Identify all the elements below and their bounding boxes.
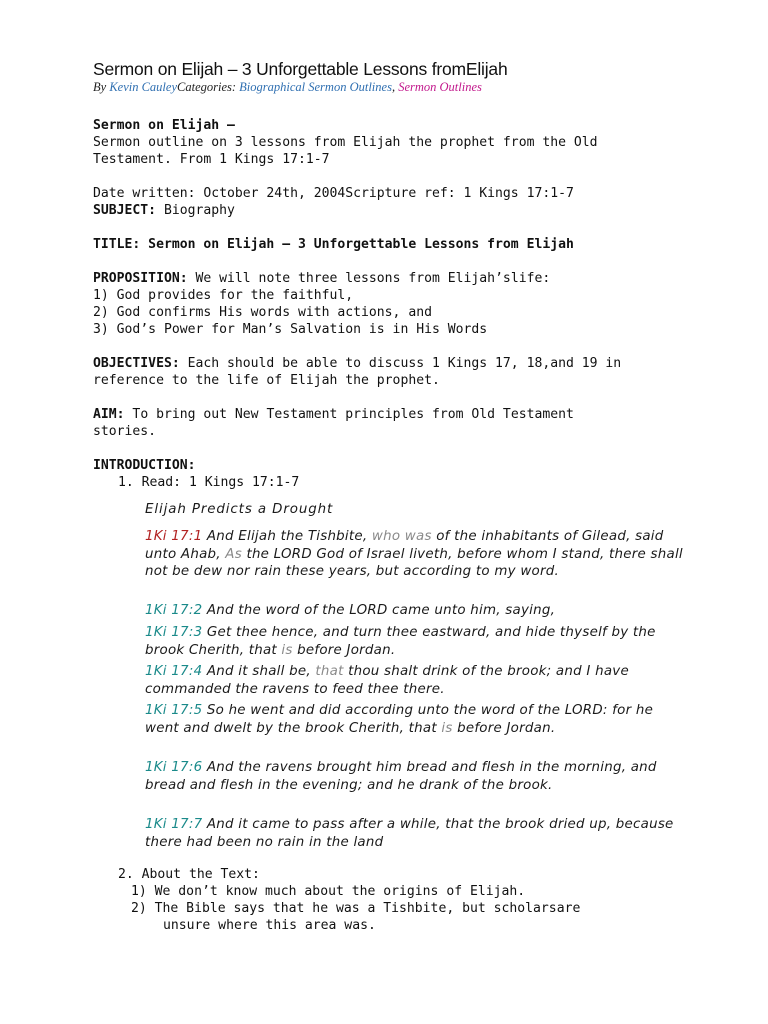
- introduction-label: INTRODUCTION:: [93, 458, 196, 473]
- objectives-label: OBJECTIVES:: [93, 356, 180, 371]
- aim-value: To bring out New Testament principles from Old Testament: [124, 407, 574, 422]
- summary-line-2: Testament. From 1 Kings 17:1-7: [93, 152, 330, 167]
- category-link-sermon-outlines[interactable]: Sermon Outlines: [398, 80, 482, 94]
- intro-item-1: 1. Read: 1 Kings 17:1-7: [118, 475, 300, 490]
- subject-label: SUBJECT:: [93, 203, 157, 218]
- verse-6: [145, 759, 685, 794]
- verse-text: the LORD God of Israel liveth, before whom I stand, there shall not be dew nor rain these years, but according to my word.: [145, 546, 683, 580]
- aim-line-1: [93, 406, 693, 423]
- proposition-item-1: 1) God provides for the faithful,: [93, 288, 354, 303]
- proposition-item-3: 3) God’s Power for Man’s Salvation is in His Words: [93, 322, 488, 337]
- verse-5: [145, 702, 685, 737]
- verse-ref-5[interactable]: 1Ki 17:5: [145, 703, 203, 718]
- verse-text: And the ravens brought him bread and flesh in the morning, and bread and flesh in the evening; and he drank of the brook.: [145, 760, 657, 793]
- verse-text: And Elijah the Tishbite,: [202, 529, 372, 544]
- verse-ref-6[interactable]: 1Ki 17:6: [145, 760, 203, 775]
- verse-text: And it came to pass after a while, that the brook dried up, because there had been no rain in the land: [145, 817, 674, 850]
- about-text-item-2-cont: unsure where this area was.: [163, 918, 376, 933]
- verse-ref-1[interactable]: 1Ki 17:1: [145, 529, 203, 544]
- proposition-line: [93, 270, 693, 287]
- categories-label: Categories:: [177, 80, 237, 94]
- proposition-item-2: 2) God confirms His words with actions, and: [93, 305, 432, 320]
- objectives-line-2: reference to the life of Elijah the prophet.: [93, 373, 440, 388]
- verse-7: [145, 816, 685, 851]
- proposition-label: PROPOSITION:: [93, 271, 188, 286]
- verse-supplied-word: that: [315, 664, 344, 679]
- objectives-value: Each should be able to discuss 1 Kings 17, 18,and 19 in: [179, 356, 622, 371]
- page-title: Sermon on Elijah – 3 Unforgettable Lessons fromElijah: [93, 59, 508, 79]
- date-line: Date written: October 24th, 2004Scripture ref: 1 Kings 17:1-7: [93, 186, 574, 201]
- verse-ref-4[interactable]: 1Ki 17:4: [145, 664, 203, 679]
- by-label: By: [93, 80, 107, 94]
- summary-line-1: Sermon outline on 3 lessons from Elijah the prophet from the Old: [93, 135, 598, 150]
- verse-supplied-word: who was: [371, 529, 432, 544]
- title-line: TITLE: Sermon on Elijah – 3 Unforgettable Lessons from Elijah: [93, 237, 574, 252]
- verse-text: So he went and did according unto the word of the LORD: for he went and dwelt by the brook Cherith, that: [145, 703, 654, 736]
- proposition-value: We will note three lessons from Elijah’slife:: [187, 271, 551, 286]
- about-text-item-2: 2) The Bible says that he was a Tishbite, but scholarsare: [131, 901, 581, 916]
- verse-text: thou shalt drink of the brook; and I have commanded the ravens to feed thee there.: [145, 664, 629, 697]
- subject-line: [93, 202, 693, 219]
- section-heading: Sermon on Elijah –: [93, 118, 235, 133]
- category-separator: ,: [391, 80, 396, 94]
- aim-line-2: stories.: [93, 424, 157, 439]
- author-link[interactable]: Kevin Cauley: [109, 80, 178, 94]
- verse-ref-7[interactable]: 1Ki 17:7: [145, 817, 203, 832]
- verse-3: [145, 624, 685, 659]
- verse-text: of the inhabitants of Gilead, said unto Ahab,: [145, 529, 664, 562]
- scripture-heading: Elijah Predicts a Drought: [145, 502, 334, 517]
- verse-supplied-word: is: [281, 642, 293, 658]
- verse-2: [145, 602, 685, 620]
- verse-ref-2[interactable]: 1Ki 17:2: [145, 603, 203, 618]
- verse-ref-3[interactable]: 1Ki 17:3: [145, 625, 203, 640]
- aim-label: AIM:: [93, 407, 125, 422]
- category-link-biographical[interactable]: Biographical Sermon Outlines: [239, 80, 392, 94]
- verse-text: before Jordan.: [292, 642, 396, 658]
- verse-4: [145, 663, 685, 698]
- verse-supplied-word: is: [441, 720, 453, 736]
- verse-text: And the word of the LORD came unto him, saying,: [202, 603, 556, 618]
- subject-value: Biography: [156, 203, 235, 218]
- verse-1: [145, 528, 685, 581]
- about-text-item-1: 1) We don’t know much about the origins of Elijah.: [131, 884, 526, 899]
- verse-text: before Jordan.: [452, 720, 556, 736]
- byline: [93, 80, 482, 95]
- verse-supplied-word: As: [225, 546, 242, 562]
- intro-item-2: 2. About the Text:: [118, 867, 260, 882]
- verse-text: And it shall be,: [202, 664, 316, 679]
- verse-text: Get thee hence, and turn thee eastward, and hide thyself by the brook Cherith, that: [145, 625, 656, 658]
- objectives-line-1: [93, 355, 693, 372]
